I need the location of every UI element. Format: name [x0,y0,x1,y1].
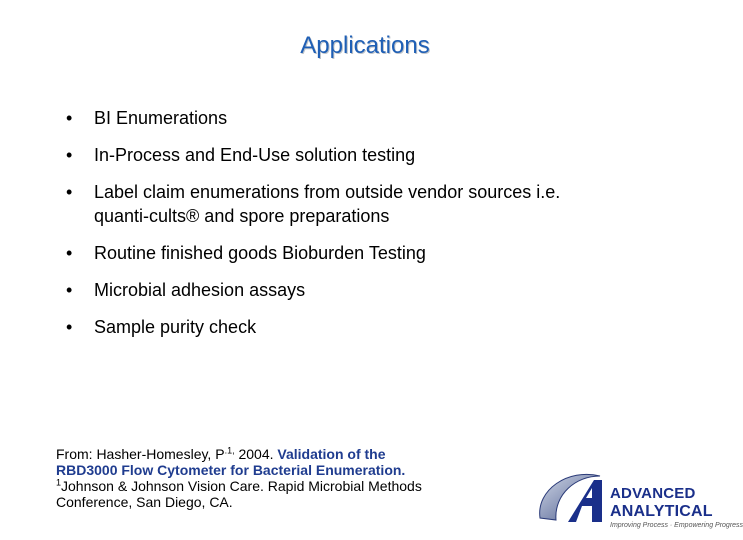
advanced-analytical-swoosh-icon [528,460,608,532]
bullet-item [66,143,666,167]
citation-prefix: From: Hasher-Homesley, P [56,446,225,462]
logo-tagline: Improving Process · Empowering Progress [610,522,743,529]
logo-text-line1: ADVANCED [610,485,696,502]
logo-text-line2: ANALYTICAL [610,503,713,520]
citation-title-part-1: Validation of the [277,446,386,462]
bullet-dot-icon: • [66,182,73,202]
bullet-dot-icon: • [66,280,73,300]
citation-year: 2004. [234,446,278,462]
bullet-text: Sample purity check [94,317,257,337]
footnote-text: Johnson & Johnson Vision Care. Rapid Microbial Methods [61,478,422,494]
bullet-text: Label claim enumerations from outside vendor sources i.e. [94,182,561,202]
bullet-item [66,241,666,265]
bullet-dot-icon: • [66,145,73,165]
bullet-text: In-Process and End-Use solution testing [94,145,416,165]
bullet-dot-icon: • [66,317,73,337]
bullet-dot-icon: • [66,108,73,128]
footnote-text-2: Conference, San Diego, CA. [56,494,233,510]
citation-title-part-2: RBD3000 Flow Cytometer for Bacterial Enumeration. [56,462,406,478]
slide-title: Applications [300,32,430,59]
bullet-item [66,278,666,302]
bullet-text: Microbial adhesion assays [94,280,306,300]
bullet-text: Routine finished goods Bioburden Testing [94,243,426,263]
bullet-dot-icon: • [66,243,73,263]
bullet-item [66,315,666,339]
citation [56,446,496,510]
bullet-text: BI Enumerations [94,108,228,128]
footnote-marker: 1 [56,477,62,488]
bullet-item [66,106,666,130]
bullet-list [66,106,666,352]
advanced-analytical-logo [528,460,743,532]
citation-superscript: .1, [224,445,235,456]
bullet-item [66,180,666,228]
bullet-text-continuation: quanti-cults® and spore preparations [94,206,390,226]
